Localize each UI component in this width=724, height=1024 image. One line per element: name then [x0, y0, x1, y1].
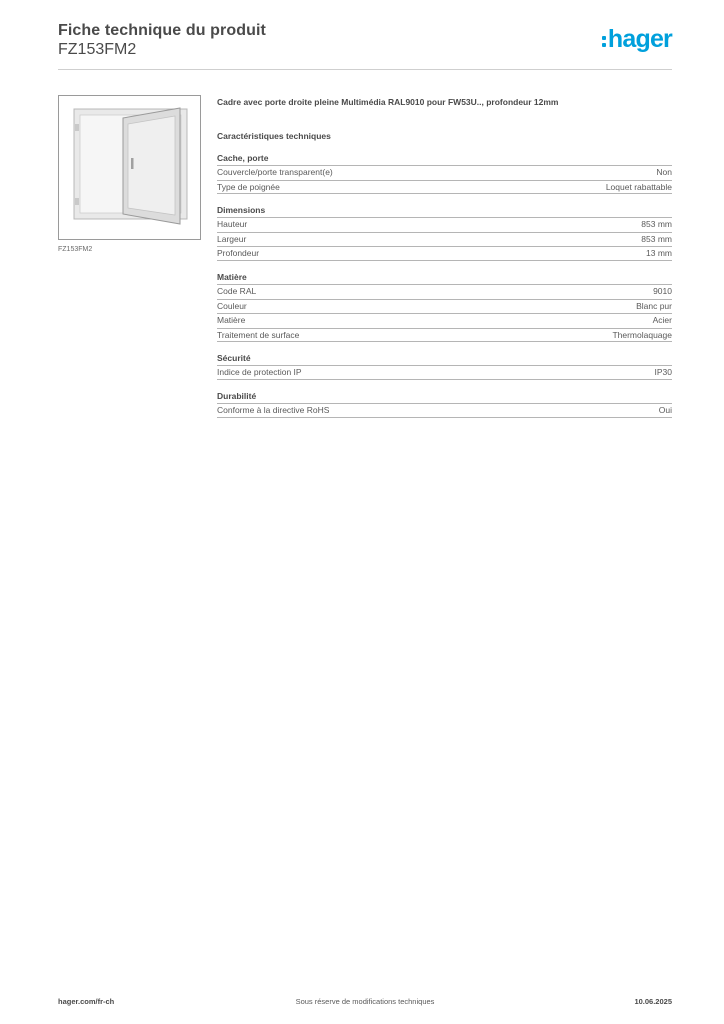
spec-row [217, 284, 672, 299]
spec-label: Hauteur [217, 219, 248, 230]
spec-row [217, 328, 672, 343]
spec-content [217, 95, 672, 418]
spec-section-cache-porte [217, 152, 672, 194]
spec-value: Blanc pur [636, 300, 672, 311]
spec-value: 853 mm [641, 219, 672, 230]
spec-row [217, 365, 672, 380]
spec-label: Profondeur [217, 248, 260, 259]
spec-row [217, 232, 672, 247]
footer-notice: Sous réserve de modifications techniques [295, 997, 435, 1006]
spec-label: Matière [217, 315, 246, 326]
section-title: Durabilité [217, 390, 257, 401]
spec-label: Code RAL [217, 285, 257, 296]
section-title: Matière [217, 271, 247, 282]
logo-text: hager [607, 24, 672, 53]
spec-section-durabilite [217, 390, 672, 418]
spec-value: Loquet rabattable [605, 181, 672, 192]
spec-value: Acier [652, 315, 672, 326]
spec-value: Non [656, 167, 672, 177]
spec-label: Conforme à la directive RoHS [217, 404, 330, 415]
section-title: Cache, porte [217, 153, 269, 163]
tech-characteristics-title: Caractéristiques techniques [217, 131, 331, 141]
product-image [58, 95, 201, 240]
spec-value: Thermolaquage [612, 329, 672, 340]
page-title: Fiche technique du produit [58, 22, 266, 39]
page-footer [58, 997, 672, 1009]
spec-label: Couvercle/porte transparent(e) [217, 167, 333, 177]
spec-row [217, 299, 672, 314]
section-title: Dimensions [217, 205, 266, 216]
spec-value: IP30 [654, 367, 672, 378]
spec-value: 9010 [653, 285, 672, 296]
spec-label: Indice de protection IP [217, 367, 302, 378]
footer-date: 10.06.2025 [634, 997, 672, 1006]
spec-row [217, 165, 672, 180]
spec-section-matiere [217, 271, 672, 342]
spec-value: Oui [658, 404, 672, 415]
spec-row [217, 313, 672, 328]
hager-logo [602, 25, 672, 53]
spec-row [217, 403, 672, 418]
spec-section-securite [217, 352, 672, 380]
logo-dots-icon [602, 36, 606, 47]
spec-value: 853 mm [641, 233, 672, 244]
section-title: Sécurité [217, 353, 251, 364]
spec-label: Largeur [217, 233, 247, 244]
page-header [58, 20, 672, 70]
spec-row [217, 246, 672, 261]
spec-value: 13 mm [646, 248, 672, 259]
door-frame-icon [59, 96, 200, 239]
spec-label: Couleur [217, 300, 247, 311]
spec-section-dimensions [217, 204, 672, 261]
spec-label: Traitement de surface [217, 329, 300, 340]
image-caption: FZ153FM2 [58, 246, 93, 253]
footer-website-link[interactable]: hager.com/fr-ch [58, 997, 115, 1006]
spec-row [217, 180, 672, 195]
product-reference: FZ153FM2 [58, 41, 137, 58]
spec-row [217, 217, 672, 232]
product-description: Cadre avec porte droite pleine Multimédia RAL9010 pour FW53U.., profondeur 12mm [217, 97, 559, 107]
spec-label: Type de poignée [217, 181, 280, 192]
